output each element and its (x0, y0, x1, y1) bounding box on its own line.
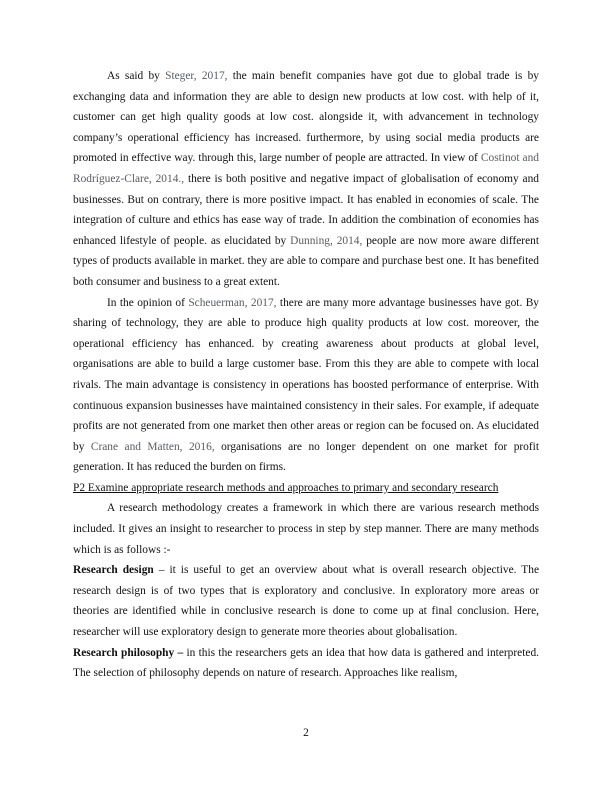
page-number: 2 (303, 727, 309, 739)
citation-crane-matten: Crane and Matten, 2016, (90, 440, 215, 453)
text-run: In the opinion of (107, 296, 189, 309)
paragraph-business-advantages (73, 293, 539, 478)
text-run: As said by (107, 70, 166, 82)
section-heading-p2: P2 Examine appropriate research methods and approaches to primary and secondary research (73, 481, 499, 494)
paragraph-research-design (73, 560, 539, 642)
paragraph-research-methodology: A research methodology creates a framework in which there are various research methods included. It gives an insight to researcher to process in step by step manner. There are many methods which is as follows :- (73, 502, 539, 556)
text-run: there are many more advantage businesses have got. By sharing of technology, they are able to produce high quality products at low cost. moreover, the operational efficiency has enhanced. by creating awareness about products at global level, organisations are able to build a large customer base. From this they are able to compete with local rivals. The main advantage is consistency in operations has boosted performance of enterprise. With continuous expansion businesses have maintained consistency in their sales. For example, if adequate profits are not generated from one market then other areas or region can be focused on. As elucidated by (73, 296, 540, 453)
paragraph-research-philosophy (73, 643, 539, 684)
citation-steger: Steger, 2017, (165, 70, 228, 82)
citation-scheuerman: Scheuerman, 2017, (188, 296, 277, 309)
page-body (73, 66, 539, 684)
text-run: organisations are no longer dependent on one market for profit generation. It has reduced the burden on firms. (73, 440, 539, 474)
text-run: people are now more aware different types of products available in market. they are able to compare and purchase best one. It has benefited both consumer and business to a great extent. (73, 234, 539, 288)
text-run: there is both positive and negative impact of globalisation of economy and businesses. But on contrary, there is more positive impact. It has enabled in economies of scale. The integration of culture and ethics has ease way of trade. In addition the combination of economies has enhanced lifestyle of people. as elucidated by (73, 172, 539, 247)
citation-costinot: Costinot and Rodríguez-Clare, 2014., (73, 152, 540, 185)
text-run: – it is useful to get an overview about what is overall research objective. The research design is of two types that is exploratory and conclusive. In exploratory more areas or theories are identified while in conclusive research is done to come up at final conclusion. Here, researcher will use exploratory design to generate more theories about globalisation. (73, 564, 539, 639)
paragraph-globalisation-benefits (73, 66, 539, 293)
text-run: in this the researchers gets an idea that how data is gathered and interpreted. The selection of philosophy depends on nature of research. Approaches like realism, (73, 646, 539, 680)
term-research-design: Research design (73, 564, 154, 577)
term-research-philosophy: Research philosophy – (73, 646, 184, 659)
citation-dunning: Dunning, 2014, (290, 234, 363, 247)
text-run: the main benefit companies have got due to global trade is by exchanging data and information they are able to design new products at low cost. with help of it, customer can get high quality goods at low cost. alongside it, with advancement in technology company’s operational efficiency has increased. furthermore, by using social media products are promoted in effective way. through this, large number of people are attracted. In view of (73, 70, 539, 165)
